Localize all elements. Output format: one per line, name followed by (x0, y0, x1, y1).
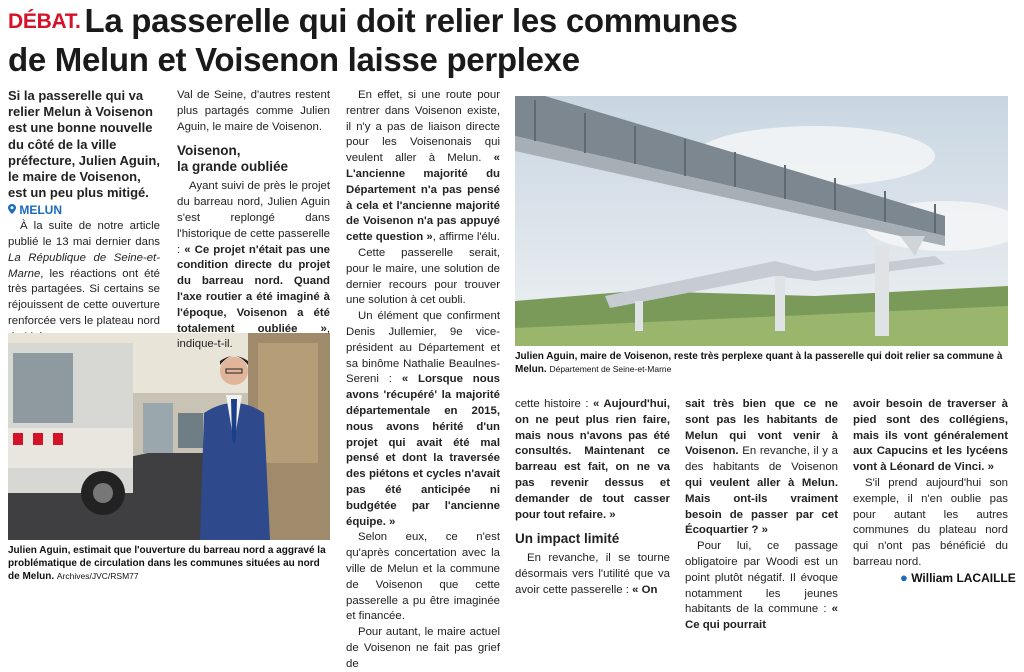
bullet-icon: ● (900, 570, 908, 585)
paragraph: avoir besoin de traverser à pied sont des collégiens, mais ils vont généralement aux Capucins et les lycéens vont à Léonard de Vinci. » (853, 398, 1008, 474)
paragraph: En effet, si une route pour rentrer dans Voisenon existe, il n'y a pas de liaison directe pour les Voisenonais qui veulent aller à Melun. « L'ancienne majorité du Département n'a pas pensé à cela et l'ancienne majorité de Voisenon n'a pas appuyé cette question », affirme l'élu. (346, 89, 500, 244)
photo-footbridge (515, 96, 1008, 346)
photo-1-credit: Archives/JVC/RSM77 (56, 571, 139, 581)
headline-text-1: La passerelle qui doit relier les communes (84, 2, 738, 39)
paragraph: Ayant suivi de près le projet du barreau nord, Julien Aguin s'est replongé dans l'historique de cette passerelle : « Ce projet n'était pas une condition directe du projet du barreau nord. Quand l'axe routier a été imaginé à l'époque, Voisenon a été totalement oubliée », indique-t-il. (177, 180, 330, 351)
column-3 (346, 88, 500, 672)
paragraph: cette histoire : « Aujourd'hui, on ne peut plus rien faire, mais nous n'avons pas été consultés. Maintenant ce barreau est fait, on ne va pas revenir dessus et demander de tout casser pour tout refaire. » (515, 398, 670, 521)
paragraph: Pour lui, ce passage obligatoire par Woodi est un point plutôt négatif. Il évoque notamment les jeunes habitants de la commune : « Ce qui pourrait (685, 540, 838, 632)
lead-paragraph: Si la passerelle qui va relier Melun à Voisenon est une bonne nouvelle du côté de la ville préfecture, Julien Aguin, le maire de Voisenon, est un peu plus mitigé. (8, 88, 160, 201)
photo-footbridge-image (515, 96, 1008, 346)
photo-2-credit: Département de Seine-et-Marne (549, 364, 672, 374)
headline-kicker: DÉBAT. (8, 10, 81, 33)
photo-julien-aguin (8, 333, 330, 540)
photo-1-caption: Julien Aguin, estimait que l'ouverture du barreau nord a aggravé la problématique de circulation dans les communes situées au nord de Melun. Archives/JVC/RSM77 (8, 545, 326, 582)
column-5 (685, 397, 838, 634)
column-1 (8, 88, 160, 346)
paragraph: À la suite de notre article publié le 13 mai dernier dans La République de Seine-et-Marne, les réactions ont été très partagées. Si certains se réjouissent de cette ouverture renforcée vers le plateau nord (8, 220, 160, 327)
paragraph: Un élément que confirment Denis Jullemier, 9e vice-président au Département et sa binôme Nathalie Beaulnes-Sereni : « Lorsque nous avons 'récupéré' la majorité départementale en 2015, nous avons hérité d'un projet qui avait été mal pensé et dont la traversée des piétons et cycles n'avait pas été anticipée ni budgétée par l'ancienne équipe. » (346, 310, 501, 528)
photo-2-caption: Julien Aguin, maire de Voisenon, reste très perplexe quant à la passerelle qui doit relier sa commune à Melun. Département de Seine-et-Marne (515, 351, 1003, 375)
paragraph: S'il prend aujourd'hui son exemple, il n'en oublie pas pour autant les autres communes du plateau nord qui n'ont pas bénéficié du barreau nord. (853, 476, 1008, 568)
location-pin-icon (8, 204, 16, 214)
paragraph: En revanche, il se tourne désormais vers l'utilité que va avoir cette passerelle : « On (515, 552, 670, 596)
headline-line-1 (8, 2, 738, 41)
paragraph: Val de Seine, d'autres restent plus partagés comme Julien Aguin, le maire de Voisenon. (177, 89, 330, 133)
place-tag (8, 203, 160, 219)
paragraph: Cette passerelle serait, pour le maire, une solution de dernier recours pour trouver une solution à cet oubli. (346, 246, 500, 307)
author-name: William LACAILLE (911, 571, 1016, 585)
column-2 (177, 88, 330, 353)
photo-street-image (8, 333, 330, 540)
subheading-voisenon: Voisenon, la grande oubliée (177, 143, 289, 175)
column-6 (853, 397, 1008, 571)
place-name: MELUN (19, 203, 63, 218)
paragraph: Pour autant, le maire actuel de Voisenon ne fait pas grief de (346, 626, 500, 670)
headline-line-2: de Melun et Voisenon laisse perplexe (8, 41, 580, 78)
byline (900, 570, 1016, 585)
paragraph: sait très bien que ce ne sont pas les habitants de Melun qui vont venir à Voisenon. En revanche, il y a des habitants de Voisenon qui veulent aller à Melun. Mais ont-ils vraiment besoin de passer par cet Écoquartier ? » (685, 398, 838, 537)
paragraph: Selon eux, ce n'est qu'après concertation avec la ville de Melun et la commune de Voisenon que cette passerelle a pu être imaginée et financée. (346, 531, 500, 623)
subheading-impact: Un impact limité (515, 531, 620, 547)
column-4 (515, 397, 670, 599)
